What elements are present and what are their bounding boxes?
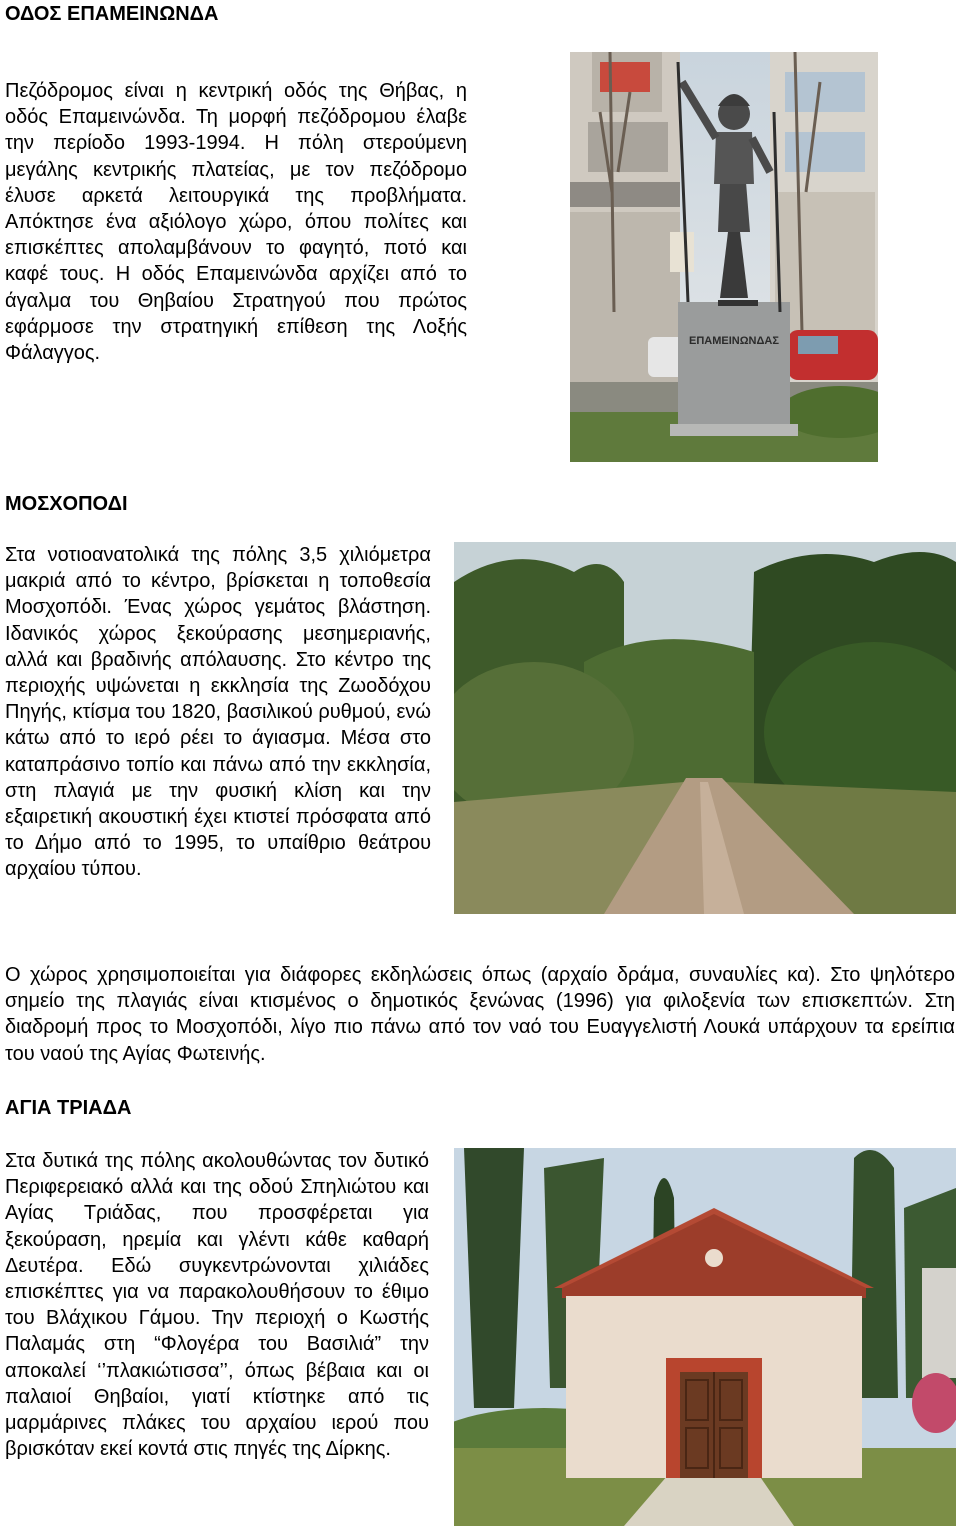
photo-agia-triada-chapel	[454, 1148, 956, 1526]
photo-moschopodi-path	[454, 542, 956, 914]
paragraph-epameinonda: Πεζόδρομος είναι η κεντρική οδός της Θήβας, η οδός Επαμεινώνδα. Τη μορφή πεζόδρομου έλαβε την περίοδο 1993-1994. Η πόλη στερούμενη μεγάλης κεντρικής πλατείας, με τον πεζόδρομο έλυσε αρκετά λειτουργικά της προβλήματα. Απόκτησε ένα αξιόλογο χώρο, όπου πολίτες και επισκέπτες απολαμβάνουν το φαγητό, ποτό και καφέ τους. Η οδός Επαμεινώνδα αρχίζει από το άγαλμα του Θηβαίου Στρατηγού που πρώτος εφάρμοσε την στρατηγική επίθεση της Λοξής Φάλαγγος.	[5, 80, 467, 365]
section-title-epameinonda: ΟΔΟΣ ΕΠΑΜΕΙΝΩΝΔΑ	[5, 3, 219, 25]
paragraph-moschopodi: Στα νοτιοανατολικά της πόλης 3,5 χιλιόμετρα μακριά από το κέντρο, βρίσκεται η τοποθεσία Μοσχοπόδι. Ένας χώρος γεμάτος βλάστηση. Ιδανικός χώρος ξεκούρασης μεσημεριανής, αλλά και βραδινής απόλαυσης. Στο κέντρο της περιοχής υψώνεται η εκκλησία της Ζωοδόχου Πηγής, κτίσμα του 1820, βασιλικού ρυθμού, ενώ κάτω από το ιερό ρέει το άγιασμα. Μέσα στο καταπράσινο τοπίο και πάνω από την εκκλησία, στη πλαγιά με την φυσική κλίση και την εξαιρετική ακουστική έχει κτιστεί πρόσφατα από το Δήμο από το 1995, το υπαίθριο θεάτρου αρχαίου τύπου.	[5, 544, 431, 881]
section-title-agia-triada: ΑΓΙΑ ΤΡΙΑΔΑ	[5, 1097, 132, 1119]
section-title-moschopodi: ΜΟΣΧΟΠΟΔΙ	[5, 493, 128, 515]
statue-inscription: ΕΠΑΜΕΙΝΩΝΔΑΣ	[689, 335, 779, 347]
photo-epameinondas-statue	[570, 52, 878, 462]
paragraph-agia-triada: Στα δυτικά της πόλης ακολουθώντας τον δυτικό Περιφερειακό αλλά και της οδού Σπηλιώτου και Αγίας Τριάδας, που προσφέρεται για ξεκούραση, ηρεμία και γλέντι κάθε καθαρή Δευτέρα. Εδώ συγκεντρώνονται χιλιάδες επισκέπτες για να παρακολουθήσουν το έθιμο του Βλάχικου Γάμου. Την περιοχή ο Κωστής Παλαμάς στη “Φλογέρα του Βασιλιά” την αποκαλεί ‘’πλακιώτισσα’’, όπως βέβαια και οι παλαιοί Θηβαίοι, γιατί κτίστηκε από τις μαρμάρινες πλάκες του αρχαίου ιερού που βρισκόταν εκεί κοντά στις πηγές της Δίρκης.	[5, 1150, 429, 1461]
paragraph-moschopodi-full: Ο χώρος χρησιμοποιείται για διάφορες εκδηλώσεις όπως (αρχαίο δράμα, συναυλίες κα). Στο ψηλότερο σημείο της πλαγιάς είναι κτισμένος ο δημοτικός ξενώνας (1996) για φιλοξενία των επισκεπτών. Στη διαδρομή προς το Μοσχοπόδι, λίγο πιο πάνω από τον ναό του Ευαγγελιστή Λουκά υπάρχουν τα ερείπια του ναού της Αγίας Φωτεινής.	[5, 964, 955, 1065]
